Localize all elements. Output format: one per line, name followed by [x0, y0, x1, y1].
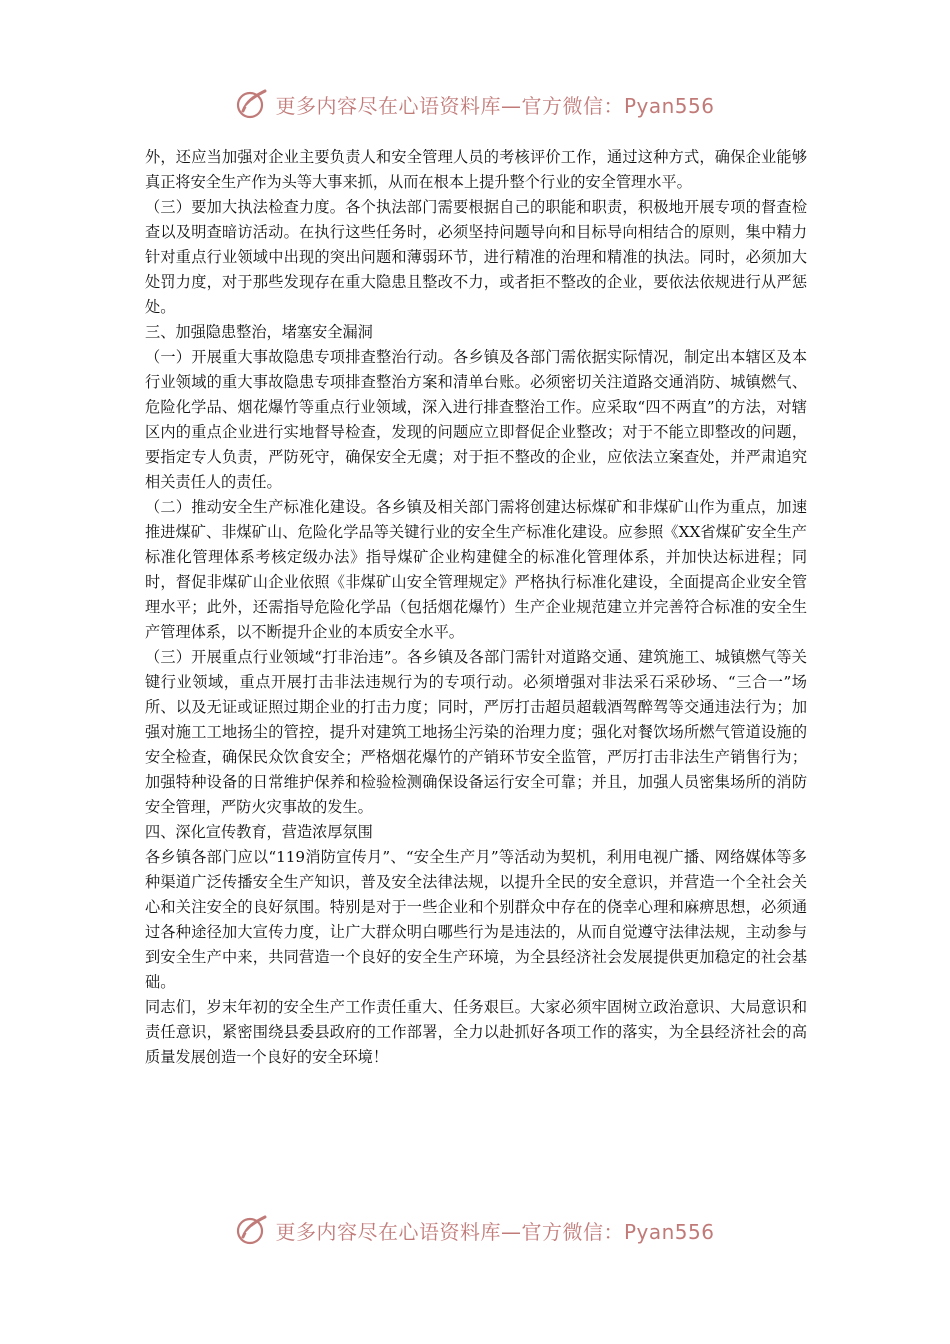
document-body: [145, 145, 807, 1070]
paragraph: 同志们，岁末年初的安全生产工作责任重大、任务艰巨。大家必须牢固树立政治意识、大局意识和责任意识，紧密围绕县委县政府的工作部署，全力以赴抓好各项工作的落实，为全县经济社会的高质量发展创造一个良好的安全环境！: [145, 998, 807, 1066]
paragraph: 外，还应当加强对企业主要负责人和安全管理人员的考核评价工作，通过这种方式，确保企业能够真正将安全生产作为头等大事来抓，从而在根本上提升整个行业的安全管理水平。: [145, 148, 807, 191]
footer-banner: [0, 1210, 950, 1250]
paragraph: （三）开展重点行业领域“打非治违”。各乡镇及各部门需针对道路交通、建筑施工、城镇燃气等关键行业领域，重点开展打击非法违规行为的专项行动。必须增强对非法采石采砂场、“三合一”场所、以及无证或证照过期企业的打击力度；同时，严厉打击超员超载酒驾醉驾等交通违法行为；加强对施工工地扬尘的管控，提升对建筑工地扬尘污染的治理力度；强化对餐饮场所燃气管道设施的安全检查，确保民众饮食安全；严格烟花爆竹的产销环节安全监管，严厉打击非法生产销售行为；加强特种设备的日常维护保养和检验检测确保设备运行安全可靠；并且，加强人员密集场所的消防安全管理，严防火灾事故的发生。: [145, 648, 807, 816]
banner-text: 更多内容尽在心语资料库—官方微信：Pyan556: [275, 93, 715, 118]
pen-swirl-logo-icon: [235, 87, 269, 121]
header-banner: [0, 84, 950, 124]
pen-swirl-logo-icon: [235, 1213, 269, 1247]
paragraph: （三）要加大执法检查力度。各个执法部门需要根据自己的职能和职责，积极地开展专项的督查检查以及明查暗访活动。在执行这些任务时，必须坚持问题导向和目标导向相结合的原则，集中精力针对重点行业领域中出现的突出问题和薄弱环节，进行精准的治理和精准的执法。同时，必须加大处罚力度，对于那些发现存在重大隐患且整改不力，或者拒不整改的企业，要依法依规进行从严惩处。: [145, 198, 807, 316]
paragraph: （一）开展重大事故隐患专项排查整治行动。各乡镇及各部门需依据实际情况，制定出本辖区及本行业领域的重大事故隐患专项排查整治方案和清单台账。必须密切关注道路交通消防、城镇燃气、危险化学品、烟花爆竹等重点行业领域，深入进行排查整治工作。应采取“四不两直”的方法，对辖区内的重点企业进行实地督导检查，发现的问题应立即督促企业整改；对于不能立即整改的问题，要指定专人负责，严防死守，确保安全无虞；对于拒不整改的企业，应依法立案查处，并严肃追究相关责任人的责任。: [145, 348, 807, 491]
section-heading: 三、加强隐患整治，堵塞安全漏洞: [145, 323, 373, 341]
paragraph: （二）推动安全生产标准化建设。各乡镇及相关部门需将创建达标煤矿和非煤矿山作为重点，加速推进煤矿、非煤矿山、危险化学品等关键行业的安全生产标准化建设。应参照《XX省煤矿安全生产标准化管理体系考核定级办法》指导煤矿企业构建健全的标准化管理体系，并加快达标进程；同时，督促非煤矿山企业依照《非煤矿山安全管理规定》严格执行标准化建设，全面提高企业安全管理水平；此外，还需指导危险化学品（包括烟花爆竹）生产企业规范建立并完善符合标准的安全生产管理体系，以不断提升企业的本质安全水平。: [145, 498, 807, 641]
banner-text: 更多内容尽在心语资料库—官方微信：Pyan556: [275, 1219, 715, 1244]
paragraph: 各乡镇各部门应以“119消防宣传月”、“安全生产月”等活动为契机，利用电视广播、网络媒体等多种渠道广泛传播安全生产知识，普及安全法律法规，以提升全民的安全意识，并营造一个全社会关心和关注安全的良好氛围。特别是对于一些企业和个别群众中存在的侥幸心理和麻痹思想，必须通过各种途径加大宣传力度，让广大群众明白哪些行为是违法的，从而自觉遵守法律法规，主动参与到安全生产中来，共同营造一个良好的安全生产环境，为全县经济社会发展提供更加稳定的社会基础。: [145, 848, 807, 991]
section-heading: 四、深化宣传教育，营造浓厚氛围: [145, 823, 373, 841]
